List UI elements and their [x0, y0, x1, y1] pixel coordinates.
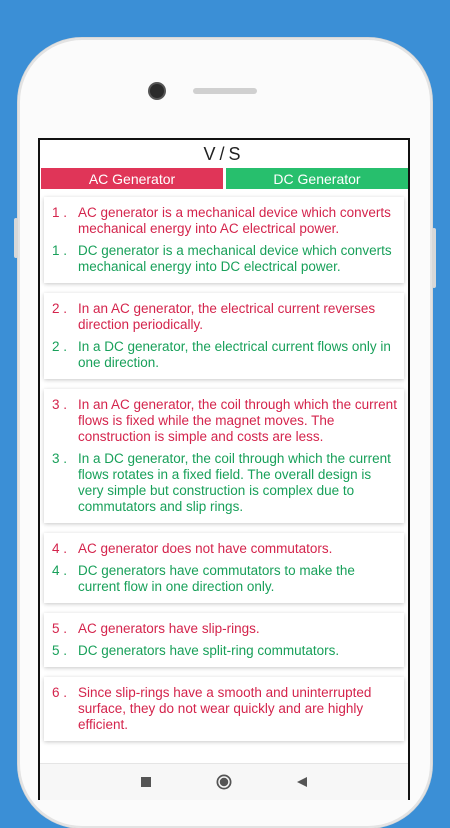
point-text: In an AC generator, the coil through which the current flows is fixed while the magnet moves. The construction is simple and costs are less. — [78, 397, 397, 444]
point-number: 5 . — [52, 621, 68, 636]
comparison-list[interactable] — [40, 189, 408, 741]
comparison-card — [44, 389, 404, 523]
dc-point — [48, 243, 400, 275]
earpiece-speaker — [193, 88, 257, 94]
point-number: 2 . — [52, 339, 68, 354]
ac-point — [48, 397, 400, 445]
point-number: 2 . — [52, 301, 68, 316]
comparison-card — [44, 533, 404, 603]
point-text: AC generator does not have commutators. — [78, 541, 333, 556]
point-text: In a DC generator, the electrical current flows only in one direction. — [78, 339, 391, 370]
point-text: DC generator is a mechanical device which converts mechanical energy into DC electrical power. — [78, 243, 392, 274]
ac-point — [48, 541, 400, 557]
point-number: 5 . — [52, 643, 68, 658]
square-icon — [140, 776, 152, 788]
dc-generator-header: DC Generator — [226, 168, 408, 189]
point-number: 1 . — [52, 243, 68, 258]
dc-point — [48, 563, 400, 595]
ac-point — [48, 301, 400, 333]
comparison-card — [44, 677, 404, 741]
point-number: 3 . — [52, 451, 68, 466]
point-text: In a DC generator, the coil through which the current flows rotates in a fixed field. The overall design is very simple but construction is complex due to commutators and slip rings. — [78, 451, 391, 514]
point-number: 4 . — [52, 541, 68, 556]
point-number: 6 . — [52, 685, 68, 700]
volume-button — [14, 218, 18, 258]
ac-point — [48, 685, 400, 733]
point-text: In an AC generator, the electrical current reverses direction periodically. — [78, 301, 376, 332]
comparison-card — [44, 613, 404, 667]
front-camera — [150, 84, 164, 98]
point-text: DC generators have split-ring commutators. — [78, 643, 340, 658]
recents-button[interactable] — [136, 772, 156, 792]
point-number: 3 . — [52, 397, 68, 412]
circle-icon — [215, 773, 233, 791]
page-title: V/S — [203, 143, 245, 164]
app-screen — [38, 138, 410, 800]
home-button[interactable] — [214, 772, 234, 792]
ac-point — [48, 205, 400, 237]
point-text: Since slip-rings have a smooth and uninterrupted surface, they do not wear quickly and are highly efficient. — [78, 685, 372, 732]
power-button — [432, 228, 436, 288]
dc-point — [48, 643, 400, 659]
triangle-left-icon — [296, 776, 308, 788]
system-navigation-bar — [40, 763, 408, 800]
dc-point — [48, 339, 400, 371]
ac-point — [48, 621, 400, 637]
ac-generator-header: AC Generator — [41, 168, 223, 189]
point-text: AC generator is a mechanical device which converts mechanical energy into AC electrical power. — [78, 205, 391, 236]
comparison-card — [44, 293, 404, 379]
back-button[interactable] — [292, 772, 312, 792]
point-number: 1 . — [52, 205, 68, 220]
point-text: DC generators have commutators to make the current flow in one direction only. — [78, 563, 355, 594]
comparison-card — [44, 197, 404, 283]
point-text: AC generators have slip-rings. — [78, 621, 260, 636]
column-headers — [41, 168, 408, 189]
point-number: 4 . — [52, 563, 68, 578]
dc-point — [48, 451, 400, 515]
